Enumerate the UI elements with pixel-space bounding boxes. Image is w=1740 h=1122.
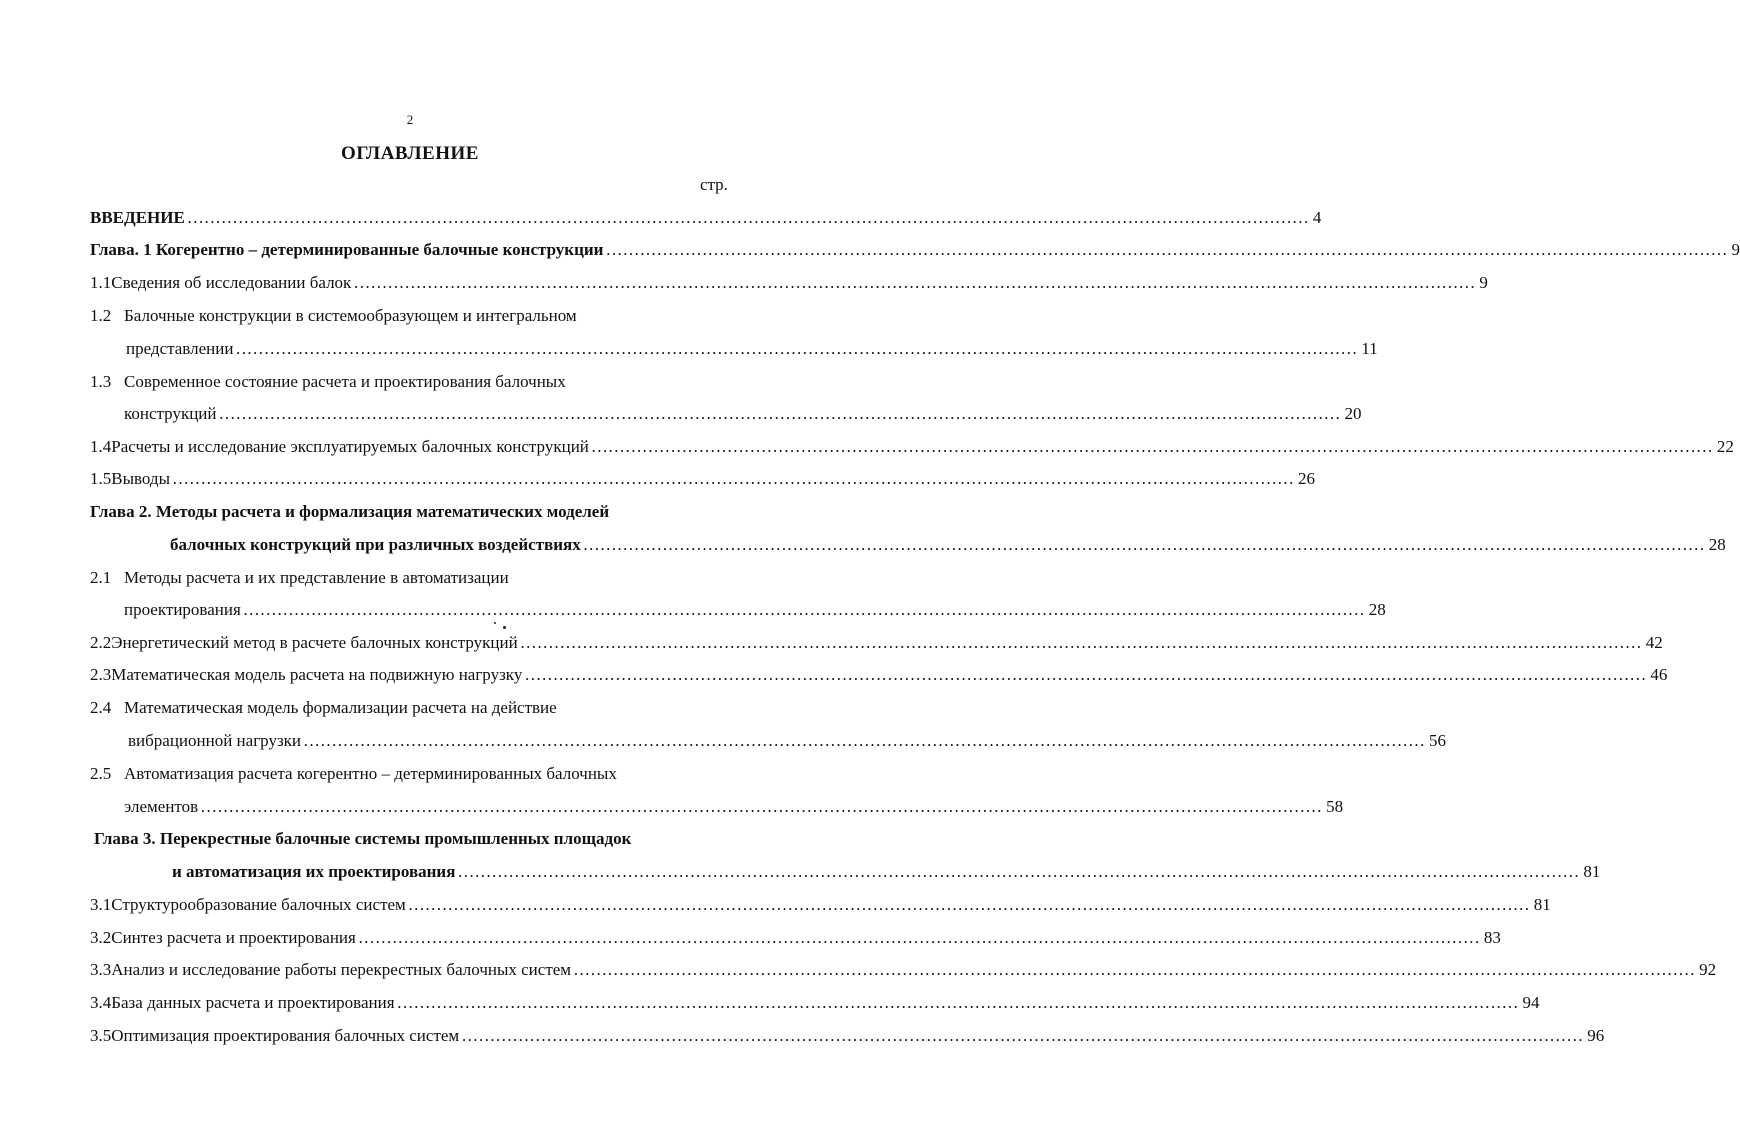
toc-entry-number: 2.3 bbox=[90, 665, 112, 684]
toc-entry-title: Оптимизация проектирования балочных систем bbox=[111, 1026, 460, 1045]
toc-leader-dots bbox=[408, 893, 1530, 917]
toc-entry-2-4-line1 bbox=[90, 696, 557, 720]
toc-entry-number: 3.1 bbox=[90, 895, 112, 914]
page-number: 2 bbox=[406, 112, 414, 127]
toc-leader-dots bbox=[353, 271, 1475, 295]
toc-entry-number: 3.5 bbox=[90, 1026, 112, 1045]
page-title: ОГЛАВЛЕНИЕ bbox=[341, 143, 479, 164]
toc-entry-page: 83 bbox=[1483, 928, 1501, 947]
toc-leader-dots bbox=[397, 991, 1519, 1015]
toc-leader-dots bbox=[172, 467, 1294, 491]
toc-entry-1-4 bbox=[90, 435, 1734, 459]
toc-entry-2-4-line2 bbox=[128, 729, 1447, 753]
toc-entry-title: Методы расчета и их представление в автоматизации bbox=[124, 568, 509, 587]
toc-entry-1-3-line2 bbox=[124, 402, 1362, 426]
toc-entry-title-cont: проектирования bbox=[124, 600, 241, 619]
toc-entry-title: Сведения об исследовании балок bbox=[111, 273, 352, 292]
toc-entry-intro bbox=[90, 206, 1322, 230]
toc-entry-number: 1.3 bbox=[90, 372, 112, 391]
toc-entry-title: Балочные конструкции в системообразующем и интегральном bbox=[124, 306, 577, 325]
toc-entry-title: Структурообразование балочных систем bbox=[111, 895, 406, 914]
toc-entry-page: 26 bbox=[1298, 469, 1316, 488]
toc-entry-page: 28 bbox=[1368, 600, 1386, 619]
scan-speck bbox=[494, 622, 496, 624]
toc-leader-dots bbox=[524, 663, 1646, 687]
toc-entry-number: 2.2 bbox=[90, 633, 112, 652]
toc-entry-number: 2.4 bbox=[90, 698, 112, 717]
toc-leader-dots bbox=[457, 860, 1579, 884]
toc-leader-dots bbox=[358, 926, 1480, 950]
toc-entry-chapter-3-line2 bbox=[172, 860, 1601, 884]
toc-entry-page: 9 bbox=[1731, 240, 1740, 259]
toc-entry-number: 3.3 bbox=[90, 960, 112, 979]
toc-entry-page: 94 bbox=[1522, 993, 1540, 1012]
toc-entry-2-1-line2 bbox=[124, 598, 1386, 622]
toc-entry-2-5-line1 bbox=[90, 762, 617, 786]
toc-leader-dots bbox=[573, 958, 1695, 982]
toc-entry-1-2-line1 bbox=[90, 304, 577, 328]
toc-entry-title: Математическая модель формализации расчета на действие bbox=[124, 698, 557, 717]
toc-entry-number: 1.5 bbox=[90, 469, 112, 488]
toc-entry-1-5 bbox=[90, 467, 1316, 491]
toc-entry-page: 22 bbox=[1716, 437, 1734, 456]
toc-entry-title-cont: и автоматизация их проектирования bbox=[172, 862, 456, 881]
toc-entry-number: 2.1 bbox=[90, 568, 112, 587]
toc-leader-dots bbox=[520, 631, 1642, 655]
toc-entry-title: Синтез расчета и проектирования bbox=[111, 928, 356, 947]
toc-leader-dots bbox=[605, 238, 1727, 262]
toc-entry-1-3-line1 bbox=[90, 370, 566, 394]
toc-entry-1-2-line2 bbox=[126, 337, 1378, 361]
toc-entry-page: 20 bbox=[1344, 404, 1362, 423]
toc-entry-page: 81 bbox=[1583, 862, 1601, 881]
toc-entry-page: 96 bbox=[1587, 1026, 1605, 1045]
toc-entry-page: 42 bbox=[1645, 633, 1663, 652]
toc-leader-dots bbox=[187, 206, 1309, 230]
toc-entry-title: Современное состояние расчета и проектирования балочных bbox=[124, 372, 566, 391]
toc-entry-chapter-2-line2 bbox=[170, 533, 1726, 557]
toc-entry-3-2 bbox=[90, 926, 1501, 950]
toc-leader-dots bbox=[219, 402, 1341, 426]
toc-entry-3-4 bbox=[90, 991, 1540, 1015]
toc-entry-title-cont: конструкций bbox=[124, 404, 217, 423]
toc-entry-title: Математическая модель расчета на подвижную нагрузку bbox=[111, 665, 523, 684]
toc-entry-title: Глава. 1 Когерентно – детерминированные балочные конструкции bbox=[90, 240, 604, 259]
toc-entry-title-cont: элементов bbox=[124, 797, 199, 816]
toc-entry-page: 46 bbox=[1650, 665, 1668, 684]
toc-entry-page: 9 bbox=[1479, 273, 1488, 292]
toc-entry-2-3 bbox=[90, 663, 1668, 687]
toc-leader-dots bbox=[591, 435, 1713, 459]
toc-entry-title-cont: балочных конструкций при различных воздействиях bbox=[170, 535, 581, 554]
toc-entry-title: Анализ и исследование работы перекрестных балочных систем bbox=[111, 960, 572, 979]
toc-entry-number: 1.2 bbox=[90, 306, 112, 325]
toc-entry-title: Расчеты и исследование эксплуатируемых балочных конструкций bbox=[111, 437, 589, 456]
toc-entry-title: База данных расчета и проектирования bbox=[111, 993, 395, 1012]
toc-entry-number: 3.4 bbox=[90, 993, 112, 1012]
toc-entry-number: 2.5 bbox=[90, 764, 112, 783]
toc-leader-dots bbox=[243, 598, 1365, 622]
toc-entry-page: 92 bbox=[1699, 960, 1717, 979]
toc-entry-2-1-line1 bbox=[90, 566, 509, 590]
toc-entry-page: 4 bbox=[1312, 208, 1322, 227]
toc-entry-3-5 bbox=[90, 1024, 1605, 1048]
toc-entry-title-cont: представлении bbox=[126, 339, 234, 358]
toc-entry-number: 1.4 bbox=[90, 437, 112, 456]
toc-entry-3-1 bbox=[90, 893, 1551, 917]
toc-leader-dots bbox=[303, 729, 1425, 753]
toc-entry-page: 11 bbox=[1361, 339, 1378, 358]
toc-entry-title-cont: вибрационной нагрузки bbox=[128, 731, 302, 750]
toc-entry-chapter-2-line1: Глава 2. Методы расчета и формализация математических моделей bbox=[90, 502, 610, 521]
toc-leader-dots bbox=[235, 337, 1357, 361]
toc-entry-1-1 bbox=[90, 271, 1488, 295]
toc-entry-title: Энергетический метод в расчете балочных конструкций bbox=[111, 633, 518, 652]
toc-entry-title: ВВЕДЕНИЕ bbox=[90, 208, 185, 227]
toc-entry-chapter-3-line1: Глава 3. Перекрестные балочные системы промышленных площадок bbox=[94, 829, 632, 848]
toc-entry-page: 81 bbox=[1533, 895, 1551, 914]
toc-entry-chapter-1 bbox=[90, 238, 1740, 262]
toc-leader-dots bbox=[200, 795, 1322, 819]
toc-entry-2-5-line2 bbox=[124, 795, 1344, 819]
toc-entry-title: Выводы bbox=[111, 469, 171, 488]
toc-entry-number: 3.2 bbox=[90, 928, 112, 947]
toc-leader-dots bbox=[583, 533, 1705, 557]
page-column-label: стр. bbox=[700, 175, 728, 194]
toc-entry-3-3 bbox=[90, 958, 1717, 982]
scan-speck bbox=[503, 626, 506, 629]
toc-entry-page: 56 bbox=[1429, 731, 1447, 750]
toc-leader-dots bbox=[461, 1024, 1583, 1048]
toc-entry-page: 58 bbox=[1326, 797, 1344, 816]
toc-entry-title: Автоматизация расчета когерентно – детерминированных балочных bbox=[124, 764, 617, 783]
toc-entry-2-2 bbox=[90, 631, 1663, 655]
toc-entry-page: 28 bbox=[1708, 535, 1726, 554]
toc-entry-number: 1.1 bbox=[90, 273, 112, 292]
